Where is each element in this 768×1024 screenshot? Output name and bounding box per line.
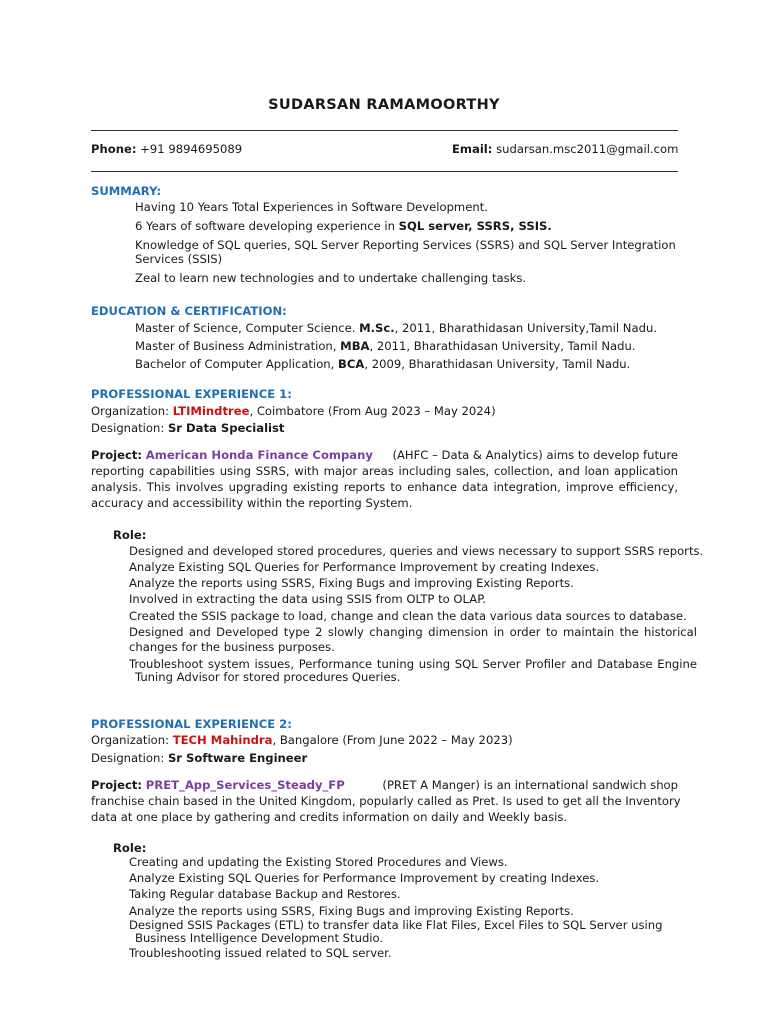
experience-1-designation: Designation: Sr Data Specialist xyxy=(91,421,285,435)
summary-heading: SUMMARY: xyxy=(91,184,162,198)
experience-1-organization: Organization: LTIMindtree, Coimbatore (From Aug 2023 – May 2024) xyxy=(91,404,496,418)
summary-line: Knowledge of SQL queries, SQL Server Reporting Services (SSRS) and SQL Server Integration xyxy=(135,238,676,252)
experience-2-organization: Organization: TECH Mahindra, Bangalore (From June 2022 – May 2023) xyxy=(91,733,513,747)
summary-line: 6 Years of software developing experience in SQL server, SSRS, SSIS. xyxy=(135,219,552,233)
role-item: Troubleshoot system issues, Performance tuning using SQL Server Profiler and Database Engine xyxy=(129,657,697,671)
header-divider-top xyxy=(91,130,678,131)
role-item: Troubleshooting issued related to SQL server. xyxy=(129,946,392,960)
experience-1-heading: PROFESSIONAL EXPERIENCE 1: xyxy=(91,387,292,401)
role-item: Designed and developed stored procedures, queries and views necessary to support SSRS reports. xyxy=(129,544,704,558)
role-item: Designed SSIS Packages (ETL) to transfer data like Flat Files, Excel Files to SQL Server using xyxy=(129,918,663,932)
email-line xyxy=(452,141,678,157)
role-item-cont: changes for the business purposes. xyxy=(129,640,335,654)
experience-2-heading: PROFESSIONAL EXPERIENCE 2: xyxy=(91,717,292,731)
role-item: Analyze the reports using SSRS, Fixing Bugs and improving Existing Reports. xyxy=(129,904,574,918)
summary-line-cont: Services (SSIS) xyxy=(135,252,223,266)
role-item: Involved in extracting the data using SSIS from OLTP to OLAP. xyxy=(129,592,487,606)
phone-line xyxy=(91,141,242,157)
experience-2-designation: Designation: Sr Software Engineer xyxy=(91,751,308,765)
summary-line: Zeal to learn new technologies and to undertake challenging tasks. xyxy=(135,271,527,285)
role-item: Creating and updating the Existing Stored Procedures and Views. xyxy=(129,855,508,869)
phone-value: +91 9894695089 xyxy=(140,142,243,156)
email-label: Email: xyxy=(452,142,493,156)
role-item: Created the SSIS package to load, change and clean the data various data sources to database. xyxy=(129,609,687,623)
role-item: Analyze Existing SQL Queries for Performance Improvement by creating Indexes. xyxy=(129,560,600,574)
experience-2-role-label: Role: xyxy=(113,841,147,855)
experience-1-role-label: Role: xyxy=(113,528,147,542)
experience-2-project: Project: PRET_App_Services_Steady_FP (PRET A Manger) is an international sandwich shop franchise chain based in the United Kingdom, popularly called as Pret. Is used to get all the Inventory data at one place by gathering and credits information on daily and Weekly basis. xyxy=(91,778,681,824)
summary-line: Having 10 Years Total Experiences in Software Development. xyxy=(135,200,488,214)
experience-1-project: Project: American Honda Finance Company (AHFC – Data & Analytics) aims to develop future reporting capabilities using SSRS, with major areas including sales, collection, and loan application analysis. This involves upgrading existing reports to enhance data integration, improve efficiency, accuracy and accessibility within the reporting System. xyxy=(91,448,678,510)
education-item: Master of Business Administration, MBA, 2011, Bharathidasan University, Tamil Nadu. xyxy=(135,339,636,353)
role-item-cont: Business Intelligence Development Studio. xyxy=(135,931,384,945)
role-item: Designed and Developed type 2 slowly changing dimension in order to maintain the historical xyxy=(129,625,697,639)
email-value: sudarsan.msc2011@gmail.com xyxy=(496,142,679,156)
phone-label: Phone: xyxy=(91,142,137,156)
header-divider-bottom xyxy=(91,171,678,172)
education-heading: EDUCATION & CERTIFICATION: xyxy=(91,304,287,318)
candidate-name: SUDARSAN RAMAMOORTHY xyxy=(268,97,500,113)
education-item: Master of Science, Computer Science. M.Sc., 2011, Bharathidasan University,Tamil Nadu. xyxy=(135,321,657,335)
role-item: Analyze Existing SQL Queries for Performance Improvement by creating Indexes. xyxy=(129,871,600,885)
education-item: Bachelor of Computer Application, BCA, 2009, Bharathidasan University, Tamil Nadu. xyxy=(135,357,631,371)
role-item-cont: Tuning Advisor for stored procedures Queries. xyxy=(135,670,401,684)
role-item: Analyze the reports using SSRS, Fixing Bugs and improving Existing Reports. xyxy=(129,576,574,590)
role-item: Taking Regular database Backup and Restores. xyxy=(129,887,401,901)
